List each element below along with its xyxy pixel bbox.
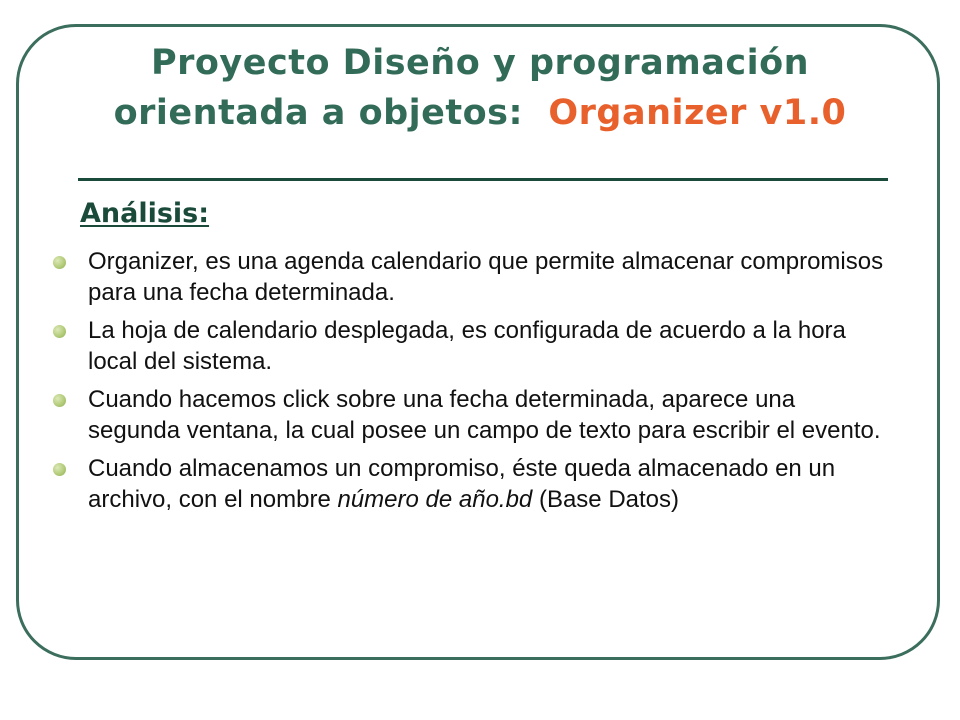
bullet-icon	[53, 463, 66, 476]
bullet-icon	[53, 394, 66, 407]
bullet-text-italic: número de año.bd	[337, 486, 533, 513]
bullet-text-part: (Base Datos)	[532, 486, 679, 513]
section-heading: Análisis:	[80, 198, 210, 229]
bullet-text	[88, 455, 835, 513]
bullet-item	[50, 246, 890, 308]
slide-title	[60, 38, 900, 138]
title-line-1: Proyecto Diseño y programación	[150, 43, 810, 83]
bullet-item	[50, 315, 890, 377]
bullet-text: La hoja de calendario desplegada, es configurada de acuerdo a la hora local del sistema.	[88, 317, 846, 375]
bullet-icon	[53, 256, 66, 269]
title-line-2: orientada a objetos:	[113, 93, 524, 133]
bullet-text-part: Cuando almacenamos un compromiso, éste queda almacenado en un archivo, con el nombre	[88, 455, 836, 513]
title-divider	[78, 178, 888, 181]
title-accent: Organizer v1.0	[548, 93, 847, 133]
bullet-item	[50, 384, 890, 446]
bullet-icon	[53, 325, 66, 338]
bullet-text: Organizer, es una agenda calendario que permite almacenar compromisos para una fecha determinada.	[88, 248, 884, 306]
bullet-text: Cuando hacemos click sobre una fecha determinada, aparece una segunda ventana, la cual posee un campo de texto para escribir el evento.	[88, 386, 881, 444]
bullet-item	[50, 453, 890, 515]
bullet-list	[50, 246, 890, 522]
